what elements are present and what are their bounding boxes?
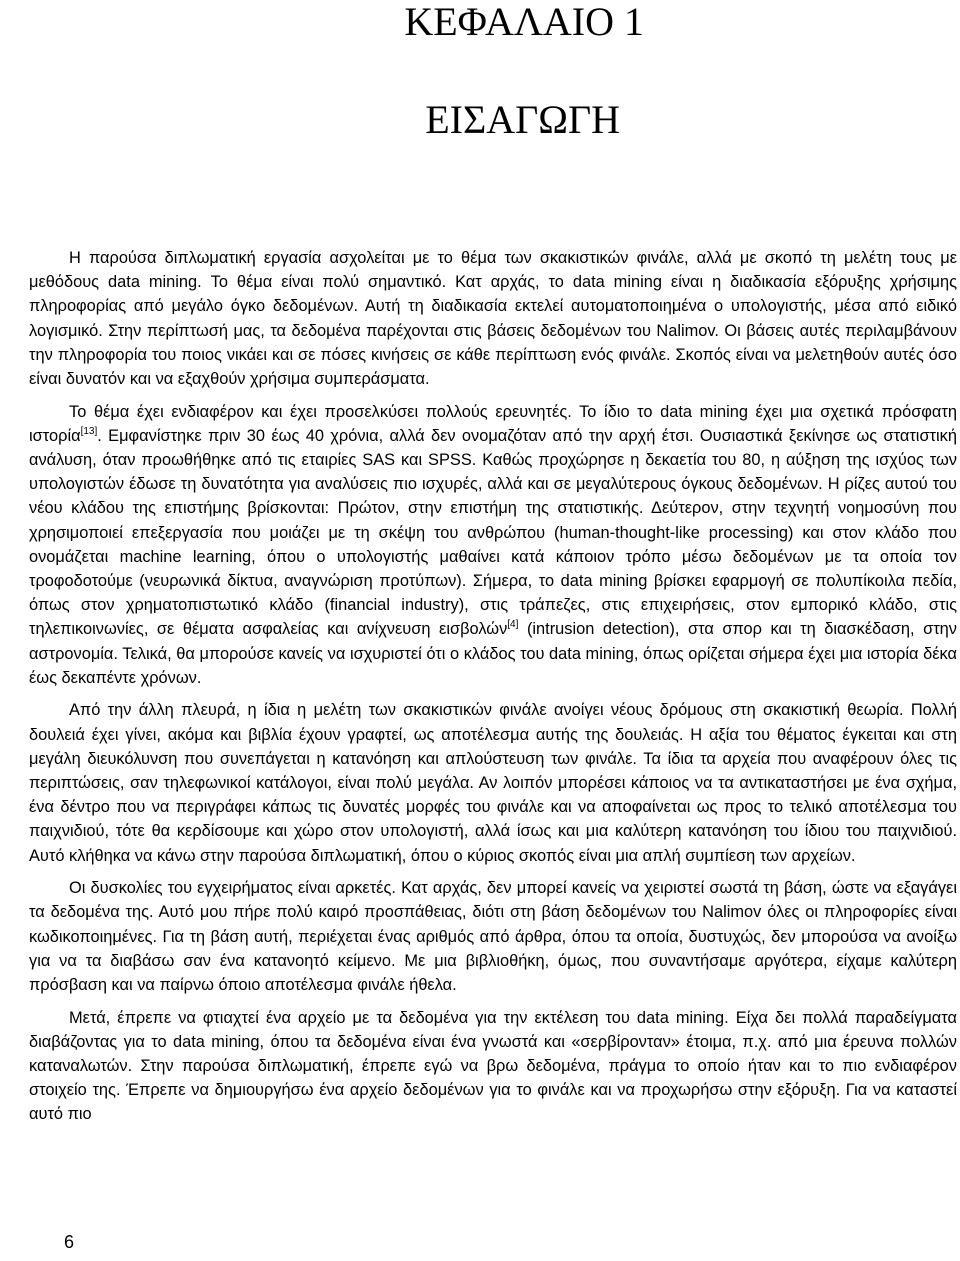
citation-ref: [13] bbox=[80, 425, 98, 437]
paragraph-text: Από την άλλη πλευρά, η ίδια η μελέτη των σκακιστικών φινάλε ανοίγει νέους δρόμους στη σκακιστική θεωρία. Πολλή δουλειά έχει γίνει, ακόμα και βιβλία έχουν γραφτεί, ως αποτέλεσμα αυτής της δουλειάς. Η αξία του θέματος έγκειται και στη μεγάλη διευκόλυνση που συνεπάγεται η κατανόηση και απλούστευση των φινάλε. Τα ίδια τα αρχεία που αναφέρουν όλες τις περιπτώσεις, σαν τηλεφωνικοί κατάλογοι, είναι πολύ μεγάλα. Αν λοιπόν μπορέσει κάποιος να τα αντικαταστήσει με ένα σχήμα, ένα δέντρο που να περιγράφει κάπως τις δυνατές μορφές του φινάλε και να αποφαίνεται ως προς το τελικό αποτέλεσμα του παιχνιδιού, τότε θα κερδίσουμε και χώρο στον υπολογιστή, αλλά ίσως και μια καλύτερη κατανόηση του ίδιου του παιχνιδιού. Αυτό κλήθηκα να κάνω στην παρούσα διπλωματική, όπου ο κύριος σκοπός είναι μια απλή συμπίεση των αρχείων. bbox=[29, 701, 957, 865]
chapter-number: ΚΕΦΑΛΑΙΟ 1 bbox=[404, 0, 644, 44]
paragraph-text: . Εμφανίστηκε πριν 30 έως 40 χρόνια, αλλά δεν ονομαζόταν από την αρχή έτσι. Ουσιαστικά ξεκίνησε ως στατιστική ανάλυση, όταν προωθήθηκε από τις εταιρίες SAS και SPSS. Καθώς προχώρησε η δεκαετία του 80, η αύξηση της ισχύος των υπολογιστών έδωσε τη δυνατότητα για αναλύσεις πιο ισχυρές, αλλά και σε μεγαλύτερους όγκους δεδομένων. Η ρίζες αυτού του νέου κλάδου της επιστήμης βρίσκονται: Πρώτον, στην επιστήμη της στατιστικής. Δεύτερον, στην τεχνητή νοημοσύνη που χρησιμοποιεί επεξεργασία που μοιάζει με τη σκέψη του ανθρώπου (human-thought-like processing) και στον κλάδο που ονομάζεται machine learning, όπου ο υπολογιστής μαθαίνει κατά κάποιον τρόπο μέσω δεδομένων με τα οποία τον τροφοδοτούμε (νευρωνικά δίκτυα, αναγνώριση προτύπων). Σήμερα, το data mining βρίσκει εφαρμογή σε πολυπίκοιλα πεδία, όπως στον χρηματοπιστωτικό κλάδο (financial industry), στις τράπεζες, στις επιχειρήσεις, στον εμπορικό κλάδο, στις τηλεπικοινωνίες, σε θέματα ασφαλείας και ανίχνευση εισβολών bbox=[29, 426, 957, 639]
chapter-title: ΕΙΣΑΓΩΓΗ bbox=[425, 97, 620, 142]
citation-ref: [4] bbox=[507, 619, 519, 631]
body-text bbox=[29, 246, 957, 1135]
paragraph-text: Το θέμα έχει ενδιαφέρον και έχει προσελκύσει πολλούς ερευνητές. Το ίδιο το data mining έχει μια σχετικά πρόσφατη ιστορία bbox=[29, 402, 957, 445]
paragraph-text: Η παρούσα διπλωματική εργασία ασχολείται με το θέμα των σκακιστικών φινάλε, αλλά με σκοπό τη μελέτη τους με μεθόδους data mining. Το θέμα είναι πολύ σημαντικό. Κατ αρχάς, το data mining είναι η διαδικασία εξόρυξης χρήσιμης πληροφορίας από μεγάλο όγκο δεδομένων. Αυτή τη διαδικασία εκτελεί αυτοματοποιημένα ο υπολογιστής, μέσα από ειδικό λογισμικό. Στην περίπτωσή μας, τα δεδομένα παρέχονται στις βάσεις δεδομένων του Nalimov. Οι βάσεις αυτές περιλαμβάνουν την πληροφορία του ποιος νικάει και σε πόσες κινήσεις σε κάθε περίπτωση ενός φινάλε. Σκοπός είναι να μελετηθούν αυτές όσο είναι δυνατόν και να εξαχθούν χρήσιμα συμπεράσματα. bbox=[29, 249, 957, 389]
paragraph-text: Οι δυσκολίες του εγχειρήματος είναι αρκετές. Κατ αρχάς, δεν μπορεί κανείς να χειριστεί σωστά τη βάση, ώστε να εξαγάγει τα δεδομένα της. Αυτό μου πήρε πολύ καιρό προσπάθειας, διότι στη βάση δεδομένων του Nalimov όλες οι πληροφορίες είναι κωδικοποιημένες. Για τη βάση αυτή, περιέχεται ένας αριθμός από άρθρα, όπου τα οποία, δυστυχώς, δεν μπορούσα να ανοίξω για να τα διαβάσω σαν ένα κατανοητό κείμενο. Με μια βιβλιοθήκη, όμως, που συναντήσαμε αργότερα, είχαμε καλύτερη πρόσβαση και να παίρνω όποιο αποτέλεσμα φινάλε ήθελα. bbox=[29, 879, 957, 995]
paragraph bbox=[29, 698, 957, 867]
paragraph bbox=[29, 246, 957, 391]
page-number: 6 bbox=[64, 1232, 75, 1252]
paragraph-text: (intrusion detection), στα σπορ και τη διασκέδαση, στην αστρονομία. Τελικά, θα μπορούσε κανείς να ισχυριστεί ότι ο κλάδος του data mining, όπως ορίζεται σήμερα έχει μια ιστορία δέκα έως δεκαπέντε χρόνων. bbox=[29, 620, 957, 687]
paragraph bbox=[29, 400, 957, 690]
paragraph bbox=[29, 876, 957, 997]
paragraph-text: Μετά, έπρεπε να φτιαχτεί ένα αρχείο με τα δεδομένα για την εκτέλεση του data mining. Είχα δει πολλά παραδείγματα διαβάζοντας για το data mining, όπου τα δεδομένα είναι ένα γνωστά και «σερβίρονταν» έτοιμα, π.χ. από μια έρευνα πολλών καταναλωτών. Στην παρούσα διπλωματική, έπρεπε εγώ να βρω δεδομένα, πράγμα το οποίο ήταν και το πιο ενδιαφέρον στοιχείο της. Έπρεπε να δημιουργήσω ένα αρχείο δεδομένων για το φινάλε και να προχωρήσω στην εξόρυξη. Για να καταστεί αυτό πιο bbox=[29, 1008, 957, 1124]
paragraph bbox=[29, 1006, 957, 1127]
